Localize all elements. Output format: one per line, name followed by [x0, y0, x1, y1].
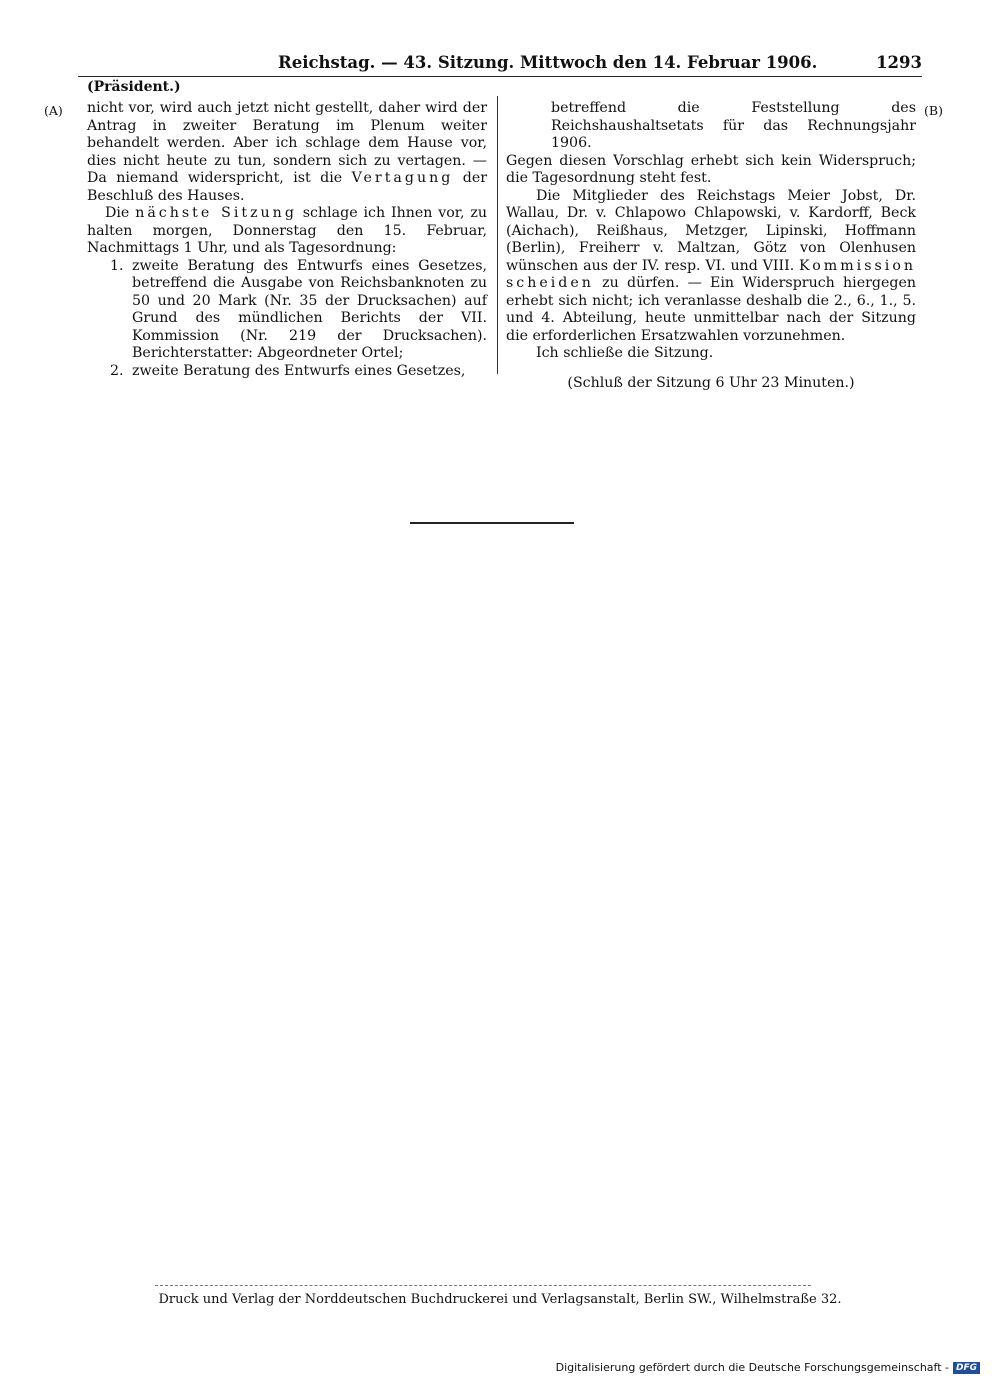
list-item: 1. zweite Beratung des Entwurfs eines Gesetzes, betreffend die Ausgabe von Reichsbanknoten zu 50 und 20 Mark (Nr. 35 der Drucksachen) auf Grund des mündlichen Berichts der VII. Kommission (Nr. 219 der Drucksachen). Berichterstatter: Abgeordneter Ortel; — [110, 257, 487, 361]
footer-rule — [155, 1285, 811, 1286]
agenda-list — [87, 258, 487, 381]
running-title: Reichstag. — 43. Sitzung. Mittwoch den 14. Februar 1906. — [278, 53, 818, 72]
closing-note: (Schluß der Sitzung 6 Uhr 23 Minuten.) — [567, 374, 855, 391]
left-column — [87, 100, 487, 380]
list-item: 2. zweite Beratung des Entwurfs eines Gesetzes, — [110, 362, 466, 379]
spaced-emphasis: Kommission scheiden — [506, 257, 916, 291]
page-number: 1293 — [876, 53, 922, 72]
spaced-emphasis: nächste Sitzung — [135, 205, 297, 221]
digitization-note: Digitalisierung gefördert durch die Deutsche Forschungsgemeinschaft - DFG — [556, 1361, 980, 1374]
margin-mark-left: (A) — [44, 103, 63, 118]
column-divider — [497, 96, 498, 374]
paragraph: Die Mitglieder des Reichstags Meier Jobst, Dr. Wallau, Dr. v. Chlapowo Chlapowski, v. Kardorff, Beck (Aichach), Reißhaus, Metzger, Lipinski, Hoffmann (Berlin), Freiherr v. Maltzan, Götz von Olenhusen wünschen aus der IV. resp. VI. und VIII. Kommission scheiden zu dürfen. — Ein Widerspruch hiergegen erhebt sich nicht; ich veranlasse deshalb die 2., 6., 1., 5. und 4. Abteilung, heute unmittelbar nach der Sitzung die erforderlichen Ersatzwahlen vorzunehmen. — [506, 187, 916, 344]
speaker-label: (Präsident.) — [87, 79, 181, 95]
imprint-line: Druck und Verlag der Norddeutschen Buchdruckerei und Verlagsanstalt, Berlin SW., Wilhelmstraße 32. — [158, 1292, 842, 1307]
page-header — [78, 52, 922, 77]
paragraph: Die nächste Sitzung schlage ich Ihnen vor, zu halten morgen, Donnerstag den 15. Februar, Nachmittags 1 Uhr, und als Tagesordnung: — [87, 205, 488, 256]
paragraph: nicht vor, wird auch jetzt nicht gestellt, daher wird der Antrag in zweiter Beratung im Plenum weiter behandelt werden. Aber ich schlage dem Hause vor, dies nicht heute zu tun, sondern sich zu vertagen. — Da niemand widerspricht, ist die Vertagung der Beschluß des Hauses. — [87, 100, 487, 204]
margin-mark-right: (B) — [924, 103, 943, 118]
paragraph: Gegen diesen Vorschlag erhebt sich kein Widerspruch; die Tagesordnung steht fest. — [506, 152, 916, 186]
paragraph: Ich schließe die Sitzung. — [536, 345, 714, 361]
paragraph: betreffend die Feststellung des Reichshaushaltsetats für das Rechnungsjahr 1906. — [551, 100, 916, 151]
right-column — [506, 100, 916, 392]
spaced-emphasis: Vertagung — [351, 170, 454, 186]
section-rule — [410, 522, 574, 524]
dfg-logo: DFG — [953, 1362, 980, 1374]
